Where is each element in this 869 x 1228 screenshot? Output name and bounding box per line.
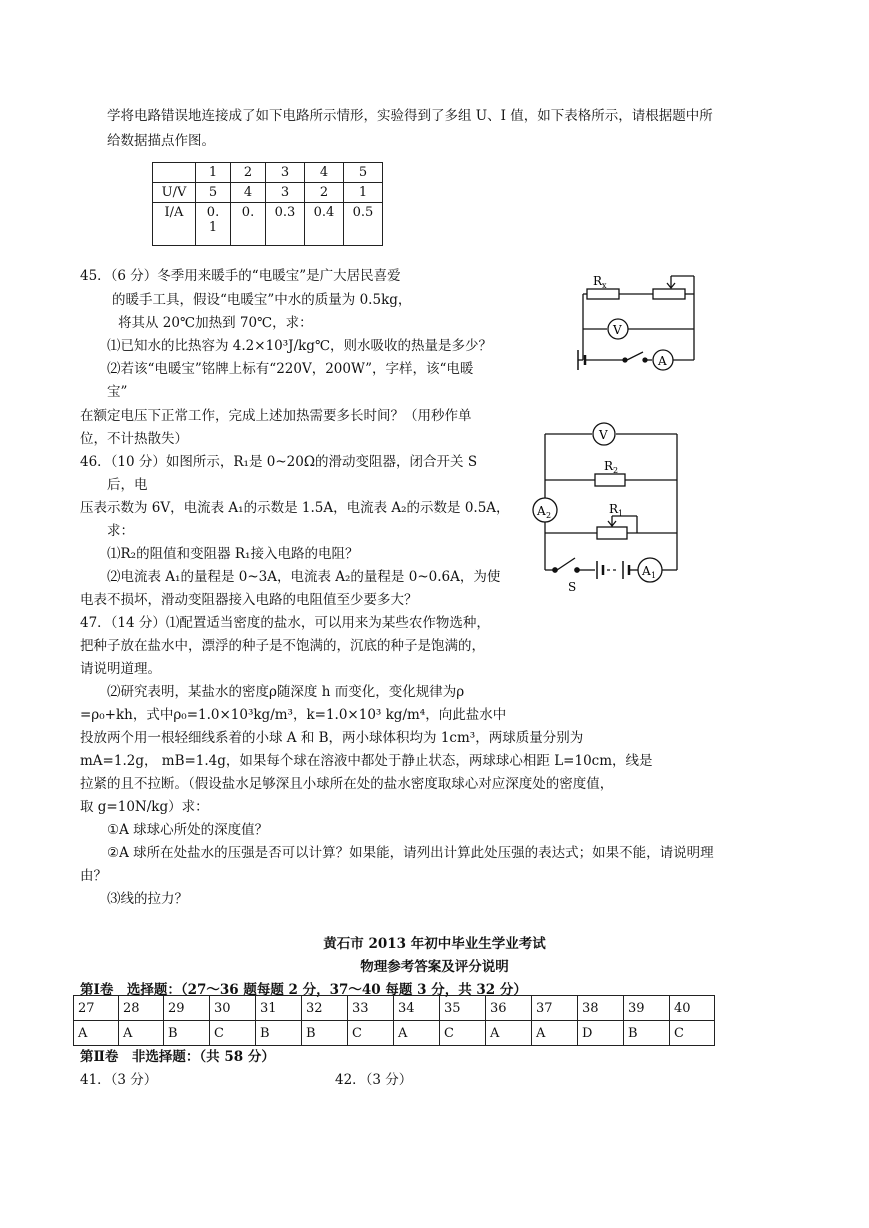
ui-data-table	[152, 162, 383, 246]
voltmeter-label: V	[599, 428, 608, 442]
table-cell: 2	[305, 183, 344, 203]
answer-choice-cell: C	[440, 1021, 486, 1046]
q47-line-3: 请说明道理。	[80, 661, 161, 677]
q46-line-5: ⑴R₂的阻值和变阻器 R₁接入电路的电阻？	[107, 546, 359, 562]
q45-line-4: ⑴已知水的比热容为 4.2×10³J/kg℃，则水吸收的热量是多少？	[107, 338, 493, 354]
rx-label: R	[593, 274, 603, 288]
q47-line-4: ⑵研究表明，某盐水的密度ρ随深度 h 而变化，变化规律为ρ	[107, 684, 465, 700]
circuit-diagram-2	[525, 420, 690, 600]
answer-number-cell: 29	[164, 996, 210, 1021]
r1-subscript: 1	[618, 509, 624, 518]
q42-label: 42．（3 分）	[335, 1072, 413, 1088]
table-row	[153, 163, 383, 183]
table-cell: 0.3	[266, 203, 305, 246]
q46-line-4: 求：	[107, 523, 134, 539]
table-cell: 0.4	[305, 203, 344, 246]
table-cell: 5	[344, 163, 383, 183]
answer-number-cell: 34	[394, 996, 440, 1021]
answer-number-cell: 36	[486, 996, 532, 1021]
table-cell: 1	[344, 183, 383, 203]
voltmeter-label: V	[613, 323, 622, 337]
table-row	[74, 1021, 715, 1046]
q45-line-1: 45．（6 分）冬季用来暖手的“电暖宝”是广大居民喜爱	[80, 268, 401, 284]
rx-subscript: x	[602, 281, 607, 290]
table-cell: 5	[196, 183, 231, 203]
table-cell: 4	[305, 163, 344, 183]
answer-choice-cell: C	[210, 1021, 256, 1046]
q47-line-6: 投放两个用一根轻细线系着的小球 A 和 B，两小球体积均为 1cm³，两球质量分别为	[80, 730, 584, 746]
answer-choice-cell: C	[670, 1021, 715, 1046]
answer-number-cell: 30	[210, 996, 256, 1021]
q47-line-7: mA=1.2g， mB=1.4g，如果每个球在溶液中都处于静止状态，两球球心相距 L=10cm，线是	[80, 753, 653, 769]
answer-number-cell: 35	[440, 996, 486, 1021]
table-cell	[153, 163, 196, 183]
q47-line-1: 47．（14 分）⑴配置适当密度的盐水，可以用来为某些农作物选种，	[80, 615, 490, 631]
answer-number-cell: 27	[74, 996, 119, 1021]
q46-line-3: 压表示数为 6V，电流表 A₁的示数是 1.5A，电流表 A₂的示数是 0.5A，	[80, 500, 510, 516]
q46-line-7: 电表不损坏，滑动变阻器接入电路的电阻值至少要多大？	[80, 592, 418, 608]
answer-number-cell: 33	[348, 996, 394, 1021]
q45-line-3: 将其从 20℃加热到 70℃，求：	[118, 315, 313, 331]
answer-choice-cell: D	[578, 1021, 624, 1046]
answer-number-cell: 38	[578, 996, 624, 1021]
r2-subscript: 2	[613, 466, 619, 475]
table-cell: I/A	[153, 203, 196, 246]
q45-line-6: 宝”	[107, 384, 128, 400]
table-cell: 0. 1	[196, 203, 231, 246]
answer-choice-cell: B	[164, 1021, 210, 1046]
a2-label: A	[537, 504, 546, 518]
switch-label: S	[568, 580, 577, 594]
q47-line-12: 由？	[80, 868, 107, 884]
answer-choice-cell: A	[532, 1021, 578, 1046]
q46-line-1: 46．（10 分）如图所示，R₁是 0~20Ω的滑动变阻器，闭合开关 S	[80, 454, 478, 470]
answer-number-cell: 28	[119, 996, 164, 1021]
table-cell: 4	[231, 183, 266, 203]
answer-number-cell: 39	[624, 996, 670, 1021]
circuit-diagram-1	[545, 270, 705, 380]
table-cell: 2	[231, 163, 266, 183]
q47-line-8: 拉紧的且不拉断。（假设盐水足够深且小球所在处的盐水密度取球心对应深度处的密度值，	[80, 776, 614, 792]
q47-line-5: =ρ₀+kh，式中ρ₀=1.0×10³kg/m³，k=1.0×10³ kg/m⁴，向此盐水中	[80, 707, 507, 723]
q41-label: 41．（3 分）	[80, 1072, 158, 1088]
q47-line-9: 取 g=10N/kg）求：	[80, 799, 209, 815]
answer-choice-cell: B	[256, 1021, 302, 1046]
answer-choice-cell: A	[119, 1021, 164, 1046]
answer-title-2: 物理参考答案及评分说明	[360, 959, 509, 975]
a2-subscript: 2	[546, 511, 552, 520]
table-cell: 0.	[231, 203, 266, 246]
q45-line-5: ⑵若该“电暖宝”铭牌上标有“220V，200W”，字样，该“电暖	[107, 361, 474, 377]
q46-line-2: 后，电	[107, 477, 148, 493]
a1-label: A	[642, 564, 651, 578]
answer-title-1: 黄石市 2013 年初中毕业生学业考试	[323, 936, 546, 952]
q46-line-6: ⑵电流表 A₁的量程是 0~3A，电流表 A₂的量程是 0~0.6A，为使	[107, 569, 501, 585]
q47-line-2: 把种子放在盐水中，漂浮的种子是不饱满的，沉底的种子是饱满的，	[80, 638, 485, 654]
part2-heading: 第Ⅱ卷 非选择题：（共 58 分）	[80, 1049, 275, 1065]
a1-subscript: 1	[651, 571, 657, 580]
answer-table	[73, 995, 715, 1046]
q45-line-8: 位，不计热散失）	[80, 431, 188, 447]
q47-line-11: ②A 球所在处盐水的压强是否可以计算？如果能，请列出计算此处压强的表达式；如果不能，请说明理	[107, 845, 714, 861]
table-cell: U/V	[153, 183, 196, 203]
r2-label: R	[604, 459, 614, 473]
r1-label: R	[609, 502, 619, 516]
answer-choice-cell: A	[74, 1021, 119, 1046]
answer-choice-cell: C	[348, 1021, 394, 1046]
answer-number-cell: 37	[532, 996, 578, 1021]
answer-number-cell: 32	[302, 996, 348, 1021]
table-row	[74, 996, 715, 1021]
q45-line-7: 在额定电压下正常工作，完成上述加热需要多长时间？（用秒作单	[80, 408, 472, 424]
intro-line-1: 学将电路错误地连接成了如下电路所示情形，实验得到了多组 U、I 值，如下表格所示，请根据题中所	[107, 108, 713, 124]
part1-heading: 第Ⅰ卷 选择题：（27～36 题每题 2 分，37～40 每题 3 分，共 32 分）	[80, 982, 527, 998]
q47-line-13: ⑶线的拉力？	[107, 891, 188, 907]
ammeter-label: A	[658, 354, 667, 368]
q45-line-2: 的暖手工具，假设“电暖宝”中水的质量为 0.5kg，	[112, 292, 412, 308]
intro-line-2: 给数据描点作图。	[107, 133, 215, 149]
table-cell: 3	[266, 183, 305, 203]
table-cell: 3	[266, 163, 305, 183]
table-row	[153, 183, 383, 203]
q47-line-10: ①A 球球心所处的深度值？	[107, 822, 269, 838]
answer-choice-cell: B	[624, 1021, 670, 1046]
table-cell: 1	[196, 163, 231, 183]
answer-choice-cell: A	[394, 1021, 440, 1046]
answer-number-cell: 40	[670, 996, 715, 1021]
table-cell: 0.5	[344, 203, 383, 246]
table-row	[153, 203, 383, 246]
answer-number-cell: 31	[256, 996, 302, 1021]
answer-choice-cell: B	[302, 1021, 348, 1046]
answer-choice-cell: A	[486, 1021, 532, 1046]
